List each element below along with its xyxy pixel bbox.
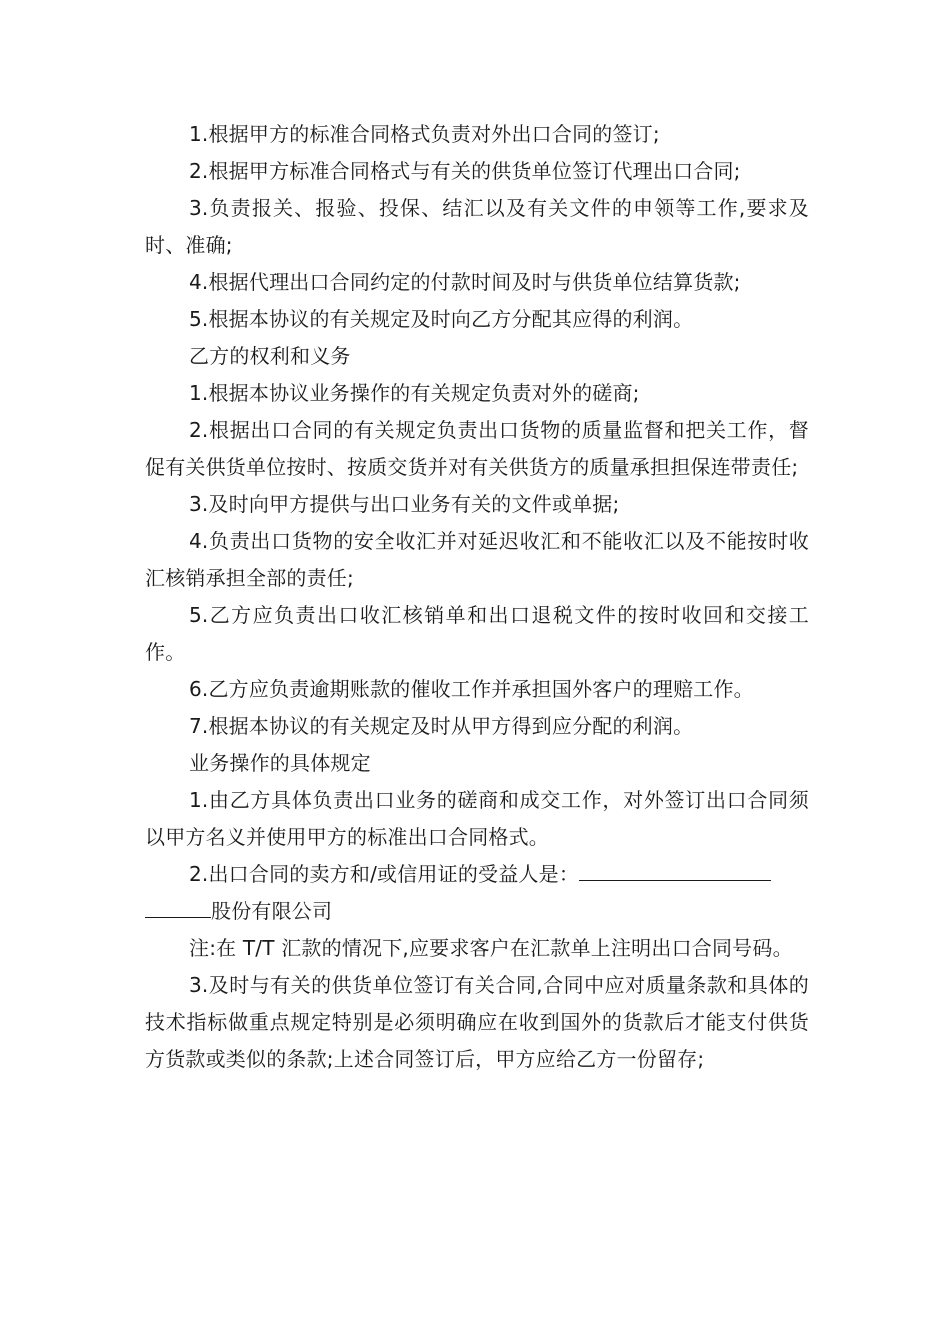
clause-b-2: 2.根据出口合同的有关规定负责出口货物的质量监督和把关工作，督促有关供货单位按时、按质交货并对有关供货方的质量承担担保连带责任; <box>145 418 809 479</box>
section-heading-operations: 业务操作的具体规定 <box>189 751 371 775</box>
company-suffix: 股份有限公司 <box>211 899 333 923</box>
clause-b-1: 1.根据本协议业务操作的有关规定负责对外的磋商; <box>189 381 640 405</box>
clause-a-1: 1.根据甲方的标准合同格式负责对外出口合同的签订; <box>189 122 660 146</box>
blank-underline-short <box>145 899 211 918</box>
note-paragraph: 注:在 T/T 汇款的情况下,应要求客户在汇款单上注明出口合同号码。 <box>189 936 793 960</box>
clause-c-3: 3.及时与有关的供货单位签订有关合同,合同中应对质量条款和具体的技术指标做重点规定特别是必须明确应在收到国外的货款后才能支付供货方货款或类似的条款;上述合同签订后，甲方应给乙方一份留存; <box>145 973 809 1071</box>
clause-c-1: 1.由乙方具体负责出口业务的磋商和成交工作，对外签订出口合同须以甲方名义并使用甲方的标准出口合同格式。 <box>145 788 809 849</box>
clause-c-2 <box>145 856 809 893</box>
clause-b-6: 6.乙方应负责逾期账款的催收工作并承担国外客户的理赔工作。 <box>189 677 754 701</box>
clause-b-3: 3.及时向甲方提供与出口业务有关的文件或单据; <box>189 492 620 516</box>
clause-b-7: 7.根据本协议的有关规定及时从甲方得到应分配的利润。 <box>189 714 694 738</box>
clause-a-5: 5.根据本协议的有关规定及时向乙方分配其应得的利润。 <box>189 307 694 331</box>
blank-underline <box>579 862 771 881</box>
clause-a-3: 3.负责报关、报验、投保、结汇以及有关文件的申领等工作,要求及时、准确; <box>145 196 809 257</box>
clause-a-2: 2.根据甲方标准合同格式与有关的供货单位签订代理出口合同; <box>189 159 741 183</box>
clause-b-4: 4.负责出口货物的安全收汇并对延迟收汇和不能收汇以及不能按时收汇核销承担全部的责任; <box>145 529 809 590</box>
clause-b-5: 5.乙方应负责出口收汇核销单和出口退税文件的按时收回和交接工作。 <box>145 603 809 664</box>
document-body <box>145 116 809 1078</box>
clause-c-2-text: 2.出口合同的卖方和/或信用证的受益人是： <box>189 862 580 886</box>
clause-c-2-continued <box>145 893 809 930</box>
section-heading-party-b: 乙方的权利和义务 <box>189 344 351 368</box>
clause-a-4: 4.根据代理出口合同约定的付款时间及时与供货单位结算货款; <box>189 270 741 294</box>
